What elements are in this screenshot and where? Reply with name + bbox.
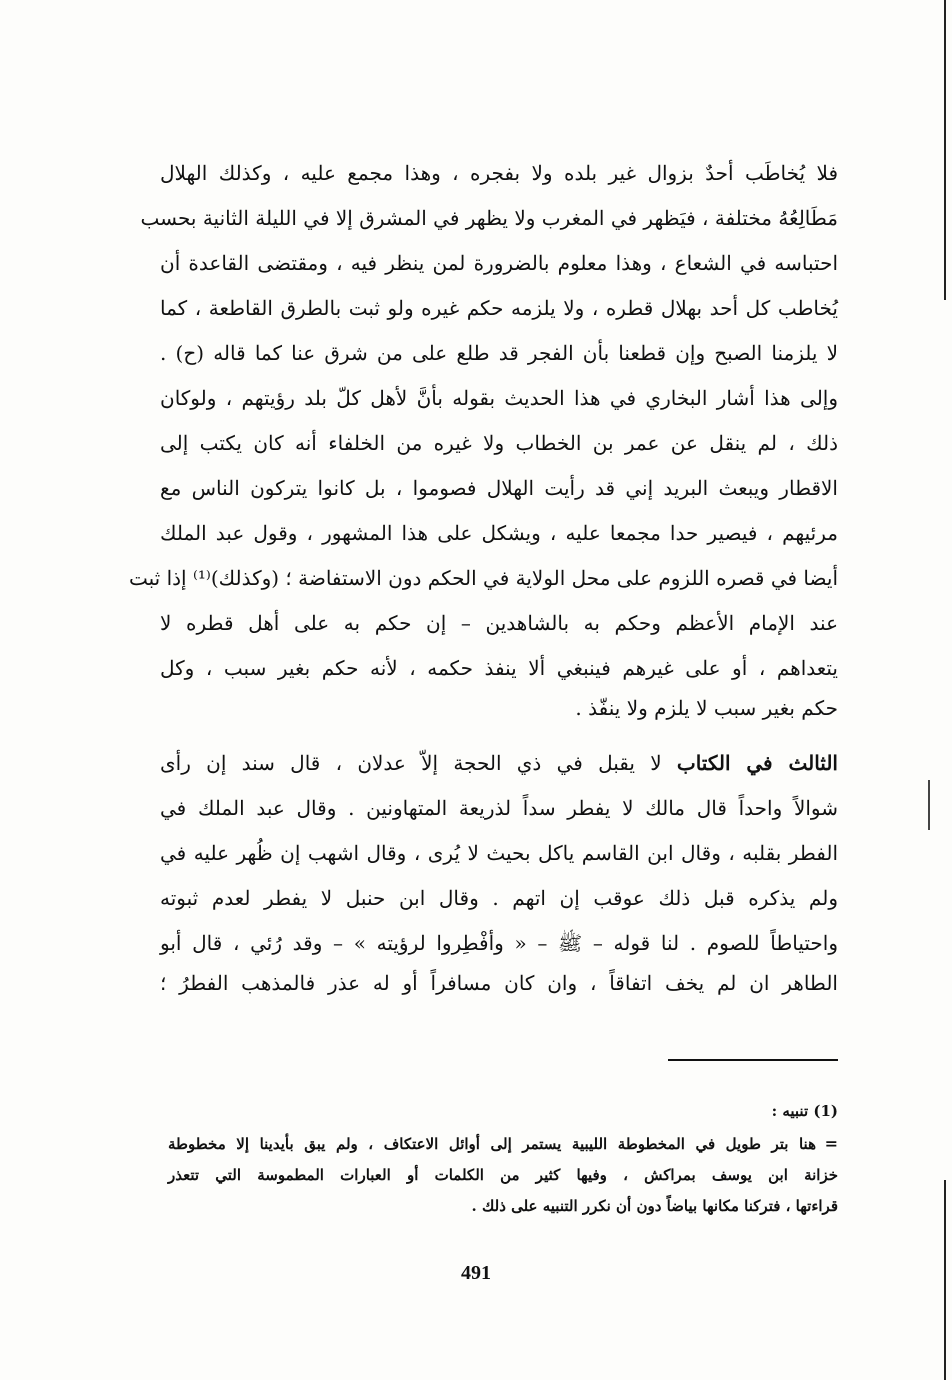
text-line: ذلك ، لم ينقل عن عمر بن الخطاب ولا غيره من الخلفاء أنه كان يكتب إلى bbox=[160, 431, 838, 455]
text-line: ولم يذكره قبل ذلك عوقب إن اتهم . وقال ابن حنبل لا يفطر لعدم ثبوته bbox=[160, 886, 838, 910]
text-line: أيضا في قصره اللزوم على محل الولاية في الحكم دون الاستفاضة ؛ (وكذلك)⁽¹⁾ إذا ثبت bbox=[128, 566, 838, 590]
text-line: الاقطار ويبعث البريد إني قد رأيت الهلال فصوموا ، بل كانوا يتركون الناس مع bbox=[160, 476, 838, 500]
footnote-continuation-marker: = bbox=[824, 1134, 838, 1153]
text-line: واحتياطاً للصوم . لنا قوله – ﷺ – « وأفْطِروا لرؤيته » – وقد رُئي ، قال أبو bbox=[160, 931, 838, 955]
footnote-line: خزانة ابن يوسف بمراكش ، وفيها كثير من الكلمات أو العبارات المطموسة التي تتعذر bbox=[168, 1166, 838, 1184]
text-line: يتعداهم ، أو على غيرهم فينبغي ألا ينفذ حكمه ، لأنه حكم بغير سبب ، وكل bbox=[160, 656, 838, 680]
text-line: مرئيهم ، فيصير حدا مجمعا عليه ، ويشكل على هذا المشهور ، وقول عبد الملك bbox=[160, 521, 838, 545]
page-edge-mark bbox=[928, 780, 930, 830]
text-line: لا يلزمنا الصبح وإن قطعنا بأن الفجر قد طلع على من شرق عنا كما قاله (ح) . bbox=[160, 341, 838, 365]
text-line: احتباسه في الشعاع ، وهذا معلوم بالضرورة لمن ينظر فيه ، ومقتضى القاعدة أن bbox=[160, 251, 838, 275]
text-line: شوالاً واحداً قال مالك لا يفطر سداً لذريعة المتهاونين . وقال عبد الملك في bbox=[160, 796, 838, 820]
text-line: يُخاطب كل أحد بهلال قطره ، ولا يلزمه حكم غيره ولو ثبت بالطرق القاطعة ، كما bbox=[160, 296, 838, 320]
footnote-line: قراءتها ، فتركنا مكانها بياضاً دون أن نكرر التنبيه على ذلك . bbox=[471, 1197, 838, 1215]
text-line: وإلى هذا أشار البخاري في هذا الحديث بقوله بأنَّ لأهل كلّ بلد رؤيتهم ، ولوكان bbox=[160, 386, 838, 410]
text-line: حكم بغير سبب لا يلزم ولا ينفّذ . bbox=[575, 696, 838, 720]
page-edge-line-top bbox=[944, 0, 946, 300]
footnote-heading: (1) تنبيه : bbox=[771, 1102, 838, 1120]
section-text-third: لا يقبل في ذي الحجة إلاّ عدلان ، قال سند إن رأى bbox=[160, 751, 662, 775]
text-line: مَطَالِعُهُ مختلفة ، فيَظهر في المغرب ولا يظهر في المشرق إلا في الليلة الثانية بحسب bbox=[140, 206, 838, 230]
text-line: فلا يُخاطَب أحدٌ بزوال غير بلده ولا بفجره ، وهذا مجمع عليه ، وكذلك الهلال bbox=[160, 161, 838, 185]
section-heading-third: الثالث في الكتاب bbox=[676, 751, 838, 775]
text-line: عند الإمام الأعظم وحكم به بالشاهدين – إن حكم به على أهل قطره لا bbox=[160, 611, 838, 635]
footnote-line: هنا بتر طويل في المخطوطة الليبية يستمر إلى أوائل الاعتكاف ، ولم يبق بأيدينا إلا مخطوطة bbox=[168, 1135, 816, 1153]
page-edge-line-bottom bbox=[944, 1180, 946, 1380]
footnote-separator bbox=[668, 1059, 838, 1061]
text-line: الطاهر ان لم يخف اتفاقاً ، وان كان مسافراً أو له عذر فالمذهب الفطرُ ؛ bbox=[160, 971, 838, 995]
text-line: الفطر بقلبه ، وقال ابن القاسم ياكل بحيث لا يُرى ، وقال اشهب إن ظُهر عليه في bbox=[160, 841, 838, 865]
page-number: 491 bbox=[461, 1262, 491, 1284]
text-line-third bbox=[160, 743, 838, 783]
